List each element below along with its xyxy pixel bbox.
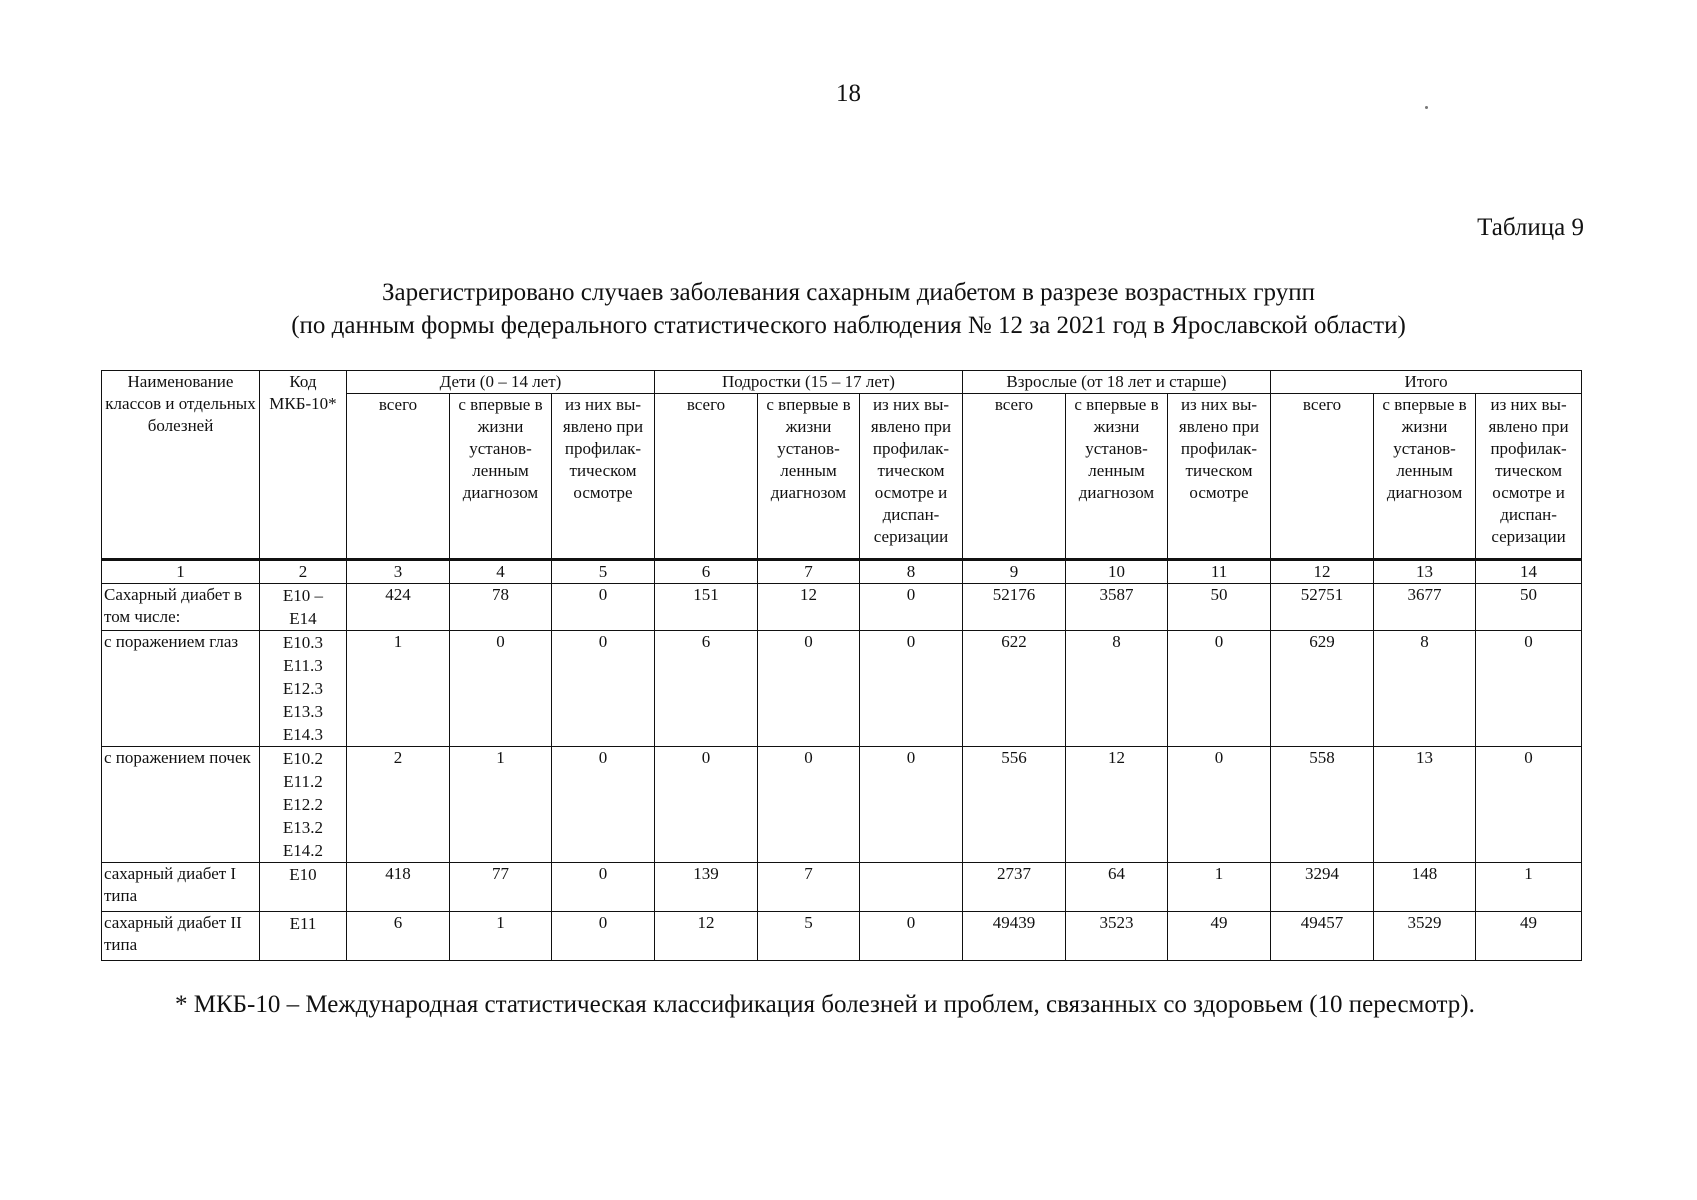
value-cell: 0: [758, 747, 860, 863]
value-cell: 0: [758, 631, 860, 747]
header-group-total: Итого: [1271, 371, 1582, 394]
page-number: 18: [836, 80, 861, 107]
value-cell: 0: [1476, 631, 1582, 747]
row-name-cell: сахарный диабет II типа: [102, 912, 260, 961]
table-row: [102, 863, 1582, 912]
icd-code: E14.3: [282, 725, 324, 744]
row-code-cell: [260, 747, 347, 863]
value-cell: 151: [655, 584, 758, 631]
value-cell: 622: [963, 631, 1066, 747]
value-cell: 3294: [1271, 863, 1374, 912]
value-cell: 148: [1374, 863, 1476, 912]
value-cell: 3587: [1066, 584, 1168, 631]
table-row: [102, 747, 1582, 863]
value-cell: 629: [1271, 631, 1374, 747]
value-cell: 12: [655, 912, 758, 961]
value-cell: 3523: [1066, 912, 1168, 961]
column-number-cell: 5: [552, 560, 655, 584]
icd-code: E10 –: [282, 586, 324, 605]
table-title-line-1: Зарегистрировано случаев заболевания сахарным диабетом в разрезе возрастных групп: [382, 279, 1315, 306]
column-number-cell: 9: [963, 560, 1066, 584]
value-cell: 0: [552, 863, 655, 912]
column-number-cell: 10: [1066, 560, 1168, 584]
value-cell: 49439: [963, 912, 1066, 961]
column-number-cell: 12: [1271, 560, 1374, 584]
diabetes-age-groups-table: [101, 370, 1582, 961]
value-cell: 78: [450, 584, 552, 631]
table-body: [102, 371, 1582, 961]
value-cell: 558: [1271, 747, 1374, 863]
value-cell: 0: [552, 912, 655, 961]
value-cell: 1: [347, 631, 450, 747]
row-code-cell: [260, 912, 347, 961]
column-number-cell: 13: [1374, 560, 1476, 584]
icd-code: E11: [289, 914, 317, 933]
value-cell: 0: [1168, 747, 1271, 863]
header-adults-total: всего: [963, 394, 1066, 560]
value-cell: 0: [860, 747, 963, 863]
header-total-total: всего: [1271, 394, 1374, 560]
value-cell: 0: [860, 584, 963, 631]
value-cell: 6: [347, 912, 450, 961]
column-number-cell: 14: [1476, 560, 1582, 584]
header-teens-first: с впервые в жизни установ-ленным диагнозом: [758, 394, 860, 560]
header-code: Код МКБ-10*: [260, 371, 347, 560]
value-cell: 6: [655, 631, 758, 747]
header-group-adults: Взрослые (от 18 лет и старше): [963, 371, 1271, 394]
value-cell: 52176: [963, 584, 1066, 631]
value-cell: 7: [758, 863, 860, 912]
value-cell: 556: [963, 747, 1066, 863]
column-number-cell: 8: [860, 560, 963, 584]
value-cell: 0: [1168, 631, 1271, 747]
column-number-cell: 3: [347, 560, 450, 584]
header-teens-total: всего: [655, 394, 758, 560]
icd-code: E14: [289, 609, 317, 628]
value-cell: 2737: [963, 863, 1066, 912]
row-code-cell: [260, 631, 347, 747]
header-total-prof: из них вы-явлено при профилак-тическом осмотре и диспан-серизации: [1476, 394, 1582, 560]
value-cell: 0: [860, 912, 963, 961]
value-cell: 50: [1168, 584, 1271, 631]
icd-code: E10.3: [282, 633, 324, 652]
value-cell: 8: [1374, 631, 1476, 747]
header-name: Наименование классов и отдельных болезней: [102, 371, 260, 560]
value-cell: 418: [347, 863, 450, 912]
value-cell: 1: [450, 747, 552, 863]
value-cell: 49: [1168, 912, 1271, 961]
value-cell: 2: [347, 747, 450, 863]
icd-code: E11.3: [283, 656, 323, 675]
value-cell: 12: [758, 584, 860, 631]
value-cell: 3677: [1374, 584, 1476, 631]
value-cell: 0: [552, 631, 655, 747]
icd-code: E13.3: [282, 702, 324, 721]
value-cell: 0: [860, 631, 963, 747]
row-name-cell: Сахарный диабет в том числе:: [102, 584, 260, 631]
value-cell: 49457: [1271, 912, 1374, 961]
column-number-cell: 2: [260, 560, 347, 584]
column-number-cell: 7: [758, 560, 860, 584]
footnote: * МКБ-10 – Международная статистическая классификация болезней и проблем, связанных со здоровьем (10 пересмотр).: [175, 991, 1475, 1018]
value-cell: 77: [450, 863, 552, 912]
icd-code: E13.2: [282, 818, 324, 837]
row-name-cell: с поражением почек: [102, 747, 260, 863]
icd-code: E12.2: [282, 795, 324, 814]
value-cell: 49: [1476, 912, 1582, 961]
column-number-cell: 4: [450, 560, 552, 584]
value-cell: 52751: [1271, 584, 1374, 631]
header-teens-prof: из них вы-явлено при профилак-тическом осмотре и диспан-серизации: [860, 394, 963, 560]
icd-code: E11.2: [283, 772, 323, 791]
value-cell: [860, 863, 963, 912]
header-children-total: всего: [347, 394, 450, 560]
table-row: [102, 631, 1582, 747]
value-cell: 0: [1476, 747, 1582, 863]
icd-code: E12.3: [282, 679, 324, 698]
icd-code: E10: [289, 865, 317, 884]
column-number-cell: 1: [102, 560, 260, 584]
header-total-first: с впервые в жизни установ-ленным диагнозом: [1374, 394, 1476, 560]
header-group-children: Дети (0 – 14 лет): [347, 371, 655, 394]
row-name-cell: с поражением глаз: [102, 631, 260, 747]
header-adults-first: с впервые в жизни установ-ленным диагнозом: [1066, 394, 1168, 560]
table-row: [102, 584, 1582, 631]
icd-code: E10.2: [282, 749, 324, 768]
value-cell: 12: [1066, 747, 1168, 863]
row-name-cell: сахарный диабет I типа: [102, 863, 260, 912]
icd-code: E14.2: [282, 841, 324, 860]
value-cell: 1: [1476, 863, 1582, 912]
table-title-line-2: (по данным формы федерального статистического наблюдения № 12 за 2021 год в Ярославской области): [291, 312, 1406, 339]
header-children-first: с впервые в жизни установ-ленным диагнозом: [450, 394, 552, 560]
value-cell: 50: [1476, 584, 1582, 631]
table-title: [100, 276, 1597, 342]
column-number-cell: 11: [1168, 560, 1271, 584]
value-cell: 1: [1168, 863, 1271, 912]
column-number-row: [102, 560, 1582, 584]
table-label: Таблица 9: [1477, 214, 1584, 241]
header-row-groups: [102, 371, 1582, 394]
value-cell: 0: [655, 747, 758, 863]
header-group-teens: Подростки (15 – 17 лет): [655, 371, 963, 394]
value-cell: 139: [655, 863, 758, 912]
value-cell: 64: [1066, 863, 1168, 912]
value-cell: 5: [758, 912, 860, 961]
column-number-cell: 6: [655, 560, 758, 584]
value-cell: 0: [450, 631, 552, 747]
row-code-cell: [260, 863, 347, 912]
value-cell: 0: [552, 584, 655, 631]
value-cell: 0: [552, 747, 655, 863]
row-code-cell: [260, 584, 347, 631]
header-adults-prof: из них вы-явлено при профилак-тическом осмотре: [1168, 394, 1271, 560]
value-cell: 3529: [1374, 912, 1476, 961]
table-row: [102, 912, 1582, 961]
header-children-prof: из них вы-явлено при профилак-тическом осмотре: [552, 394, 655, 560]
value-cell: 8: [1066, 631, 1168, 747]
value-cell: 424: [347, 584, 450, 631]
value-cell: 1: [450, 912, 552, 961]
value-cell: 13: [1374, 747, 1476, 863]
